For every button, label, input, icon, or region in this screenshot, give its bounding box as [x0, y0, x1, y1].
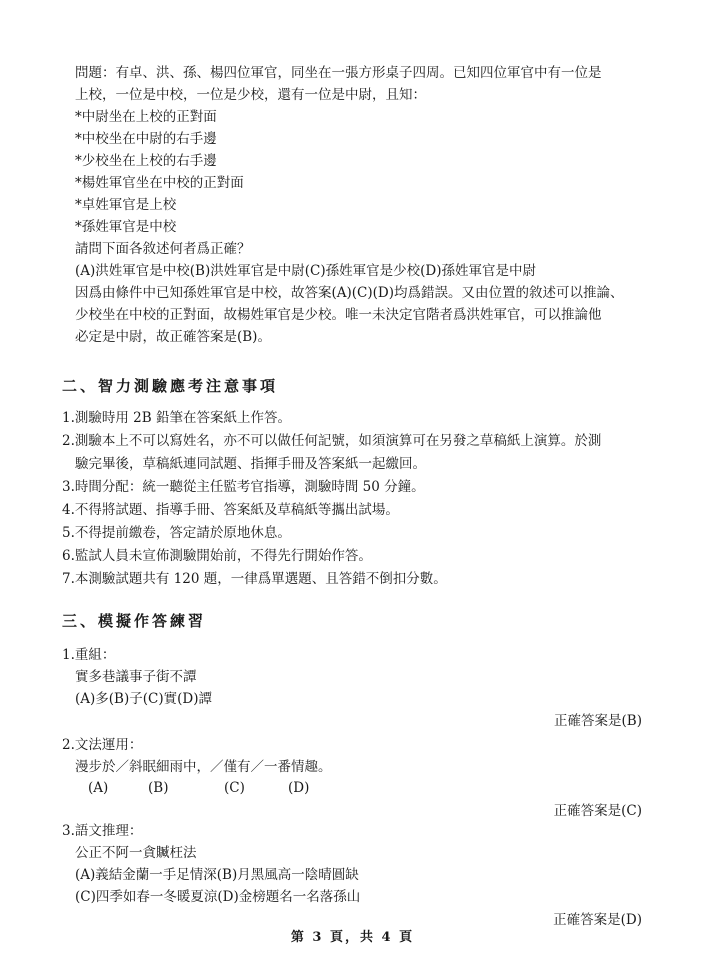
rule-5: 5.不得提前繳卷，答定請於原地休息。: [62, 525, 291, 541]
problem-line-1: 問題：有卓、洪、孫、楊四位軍官，同坐在一張方形桌子四周。已知四位軍官中有一位是: [75, 65, 602, 81]
q3-answer: 正確答案是(D): [553, 912, 642, 928]
q2-options: [0, 778, 705, 798]
page-footer: 第 3 頁，共 4 頁: [290, 930, 415, 945]
q1-answer: 正確答案是(B): [554, 713, 642, 729]
condition-4: *楊姓軍官坐在中校的正對面: [75, 175, 244, 191]
rule-6: 6.監試人員未宣佈測驗開始前，不得先行開始作答。: [62, 548, 372, 564]
section-heading-3: 三、模擬作答練習: [62, 612, 207, 630]
explanation-line-1: 因爲由條件中已知孫姓軍官是中校，故答案(A)(C)(D)均爲錯誤。又由位置的敘述可以推論、: [75, 285, 624, 301]
q2-option-a: (A): [88, 780, 109, 796]
problem-line-2: 上校，一位是中校，一位是少校，還有一位是中尉，且知：: [75, 87, 426, 103]
question-prompt: 請問下面各敘述何者爲正確？: [75, 241, 251, 257]
q1-options: (A)多(B)子(C)實(D)譚: [75, 691, 212, 707]
q2-option-d: (D): [288, 780, 310, 796]
q2-option-b: (B): [148, 780, 169, 796]
q2-label: 2.文法運用：: [62, 737, 143, 753]
explanation-line-3: 必定是中尉，故正確答案是(B)。: [75, 329, 271, 345]
rule-1: 1.測驗時用 2B 鉛筆在答案紙上作答。: [62, 410, 291, 426]
condition-1: *中尉坐在上校的正對面: [75, 109, 217, 125]
q1-text: 實多巷議事子街不譚: [75, 669, 197, 685]
rule-2: 2.測驗本上不可以寫姓名，亦不可以做任何記號，如須演算可在另發之草稿紙上演算。於測: [62, 433, 602, 449]
q1-label: 1.重組：: [62, 647, 116, 663]
condition-6: *孫姓軍官是中校: [75, 219, 177, 235]
q2-text: 漫步於／斜眠細雨中，／僅有／一番情趣。: [75, 759, 332, 775]
q3-label: 3.語文推理：: [62, 823, 143, 839]
rule-7: 7.本測驗試題共有 120 題，一律爲單選題、且答錯不倒扣分數。: [62, 571, 447, 587]
rule-2-cont: 驗完畢後，草稿紙連同試題、指揮手冊及答案紙一起繳回。: [75, 456, 426, 472]
section-heading-2: 二、智力測驗應考注意事項: [62, 377, 279, 395]
q3-text: 公正不阿一貪贓枉法: [75, 845, 197, 861]
condition-3: *少校坐在上校的右手邊: [75, 153, 217, 169]
answer-options: (A)洪姓軍官是中校(B)洪姓軍官是中尉(C)孫姓軍官是少校(D)孫姓軍官是中尉: [75, 263, 536, 279]
condition-2: *中校坐在中尉的右手邊: [75, 131, 217, 147]
q2-option-c: (C): [224, 780, 245, 796]
q3-options-1: (A)義結金蘭一手足情深(B)月黑風高一陰晴圓缺: [75, 867, 359, 883]
rule-3: 3.時間分配：統一聽從主任監考官指導，測驗時間 50 分鐘。: [62, 479, 425, 495]
condition-5: *卓姓軍官是上校: [75, 197, 177, 213]
q3-options-2: (C)四季如春一冬暖夏涼(D)金榜題名一名落孫山: [75, 889, 361, 905]
q2-answer: 正確答案是(C): [553, 803, 642, 819]
rule-4: 4.不得將試題、指導手冊、答案紙及草稿紙等攜出試場。: [62, 502, 399, 518]
explanation-line-2: 少校坐在中校的正對面，故楊姓軍官是少校。唯一未決定官階者爲洪姓軍官，可以推論他: [75, 307, 602, 323]
